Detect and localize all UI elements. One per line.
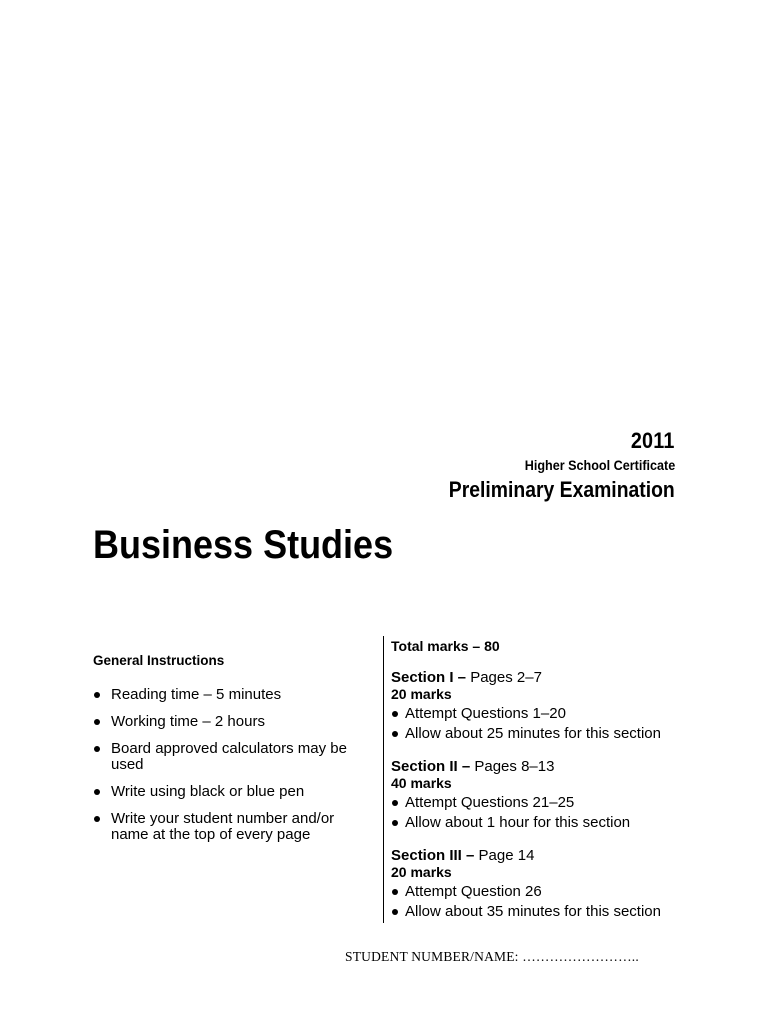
section-3 bbox=[391, 847, 701, 922]
bullet-icon bbox=[94, 789, 100, 795]
bullet-icon bbox=[94, 746, 100, 752]
section-heading bbox=[391, 669, 701, 686]
instruction-text: Write using black or blue pen bbox=[111, 783, 305, 800]
section-list bbox=[391, 882, 701, 922]
total-marks: Total marks – 80 bbox=[391, 638, 500, 654]
exam-title: Preliminary Examination bbox=[449, 477, 675, 502]
list-item bbox=[93, 687, 373, 703]
section-marks: 20 marks bbox=[391, 864, 452, 880]
list-item bbox=[93, 714, 373, 730]
section-item-text: Attempt Questions 21–25 bbox=[405, 794, 575, 811]
instruction-text: Working time – 2 hours bbox=[111, 713, 265, 730]
list-item bbox=[93, 811, 373, 843]
bullet-icon bbox=[392, 909, 398, 915]
section-item-text: Allow about 1 hour for this section bbox=[405, 814, 631, 831]
column-divider bbox=[383, 636, 384, 923]
instruction-text: Board approved calculators may be used bbox=[111, 740, 347, 773]
section-title: Section III – bbox=[391, 847, 475, 864]
section-pages: Page 14 bbox=[474, 847, 535, 864]
bullet-icon bbox=[94, 692, 100, 698]
bullet-icon bbox=[392, 731, 398, 737]
subject-title: Business Studies bbox=[93, 523, 394, 567]
section-item-text: Allow about 35 minutes for this section bbox=[405, 903, 661, 920]
bullet-icon bbox=[392, 889, 398, 895]
general-instructions bbox=[93, 653, 373, 854]
section-pages: Pages 2–7 bbox=[466, 669, 542, 686]
section-list bbox=[391, 793, 701, 833]
instruction-text: Reading time – 5 minutes bbox=[111, 686, 282, 703]
student-number-field: STUDENT NUMBER/NAME: …………………….. bbox=[345, 949, 639, 964]
section-item-text: Allow about 25 minutes for this section bbox=[405, 725, 661, 742]
instructions-list bbox=[93, 687, 373, 843]
exam-year: 2011 bbox=[631, 428, 675, 453]
bullet-icon bbox=[392, 800, 398, 806]
general-instructions-heading: General Instructions bbox=[93, 653, 225, 668]
section-1 bbox=[391, 669, 701, 744]
list-item bbox=[391, 882, 701, 902]
certificate-title: Higher School Certificate bbox=[524, 457, 675, 473]
section-item-text: Attempt Questions 1–20 bbox=[405, 705, 566, 722]
section-title: Section II – bbox=[391, 758, 471, 775]
bullet-icon bbox=[94, 719, 100, 725]
bullet-icon bbox=[94, 816, 100, 822]
list-item bbox=[93, 741, 373, 773]
bullet-icon bbox=[392, 820, 398, 826]
section-pages: Pages 8–13 bbox=[470, 758, 555, 775]
section-2 bbox=[391, 758, 701, 833]
section-list bbox=[391, 704, 701, 744]
bullet-icon bbox=[392, 711, 398, 717]
list-item bbox=[391, 704, 701, 724]
list-item bbox=[391, 902, 701, 922]
exam-summary bbox=[391, 637, 701, 936]
section-title: Section I – bbox=[391, 669, 467, 686]
list-item bbox=[391, 724, 701, 744]
section-marks: 20 marks bbox=[391, 686, 452, 702]
list-item bbox=[391, 813, 701, 833]
section-item-text: Attempt Question 26 bbox=[405, 883, 542, 900]
list-item bbox=[391, 793, 701, 813]
section-marks: 40 marks bbox=[391, 775, 452, 791]
instruction-text: Write your student number and/or name at the top of every page bbox=[111, 810, 335, 843]
section-heading bbox=[391, 758, 701, 775]
list-item bbox=[93, 784, 373, 800]
section-heading bbox=[391, 847, 701, 864]
